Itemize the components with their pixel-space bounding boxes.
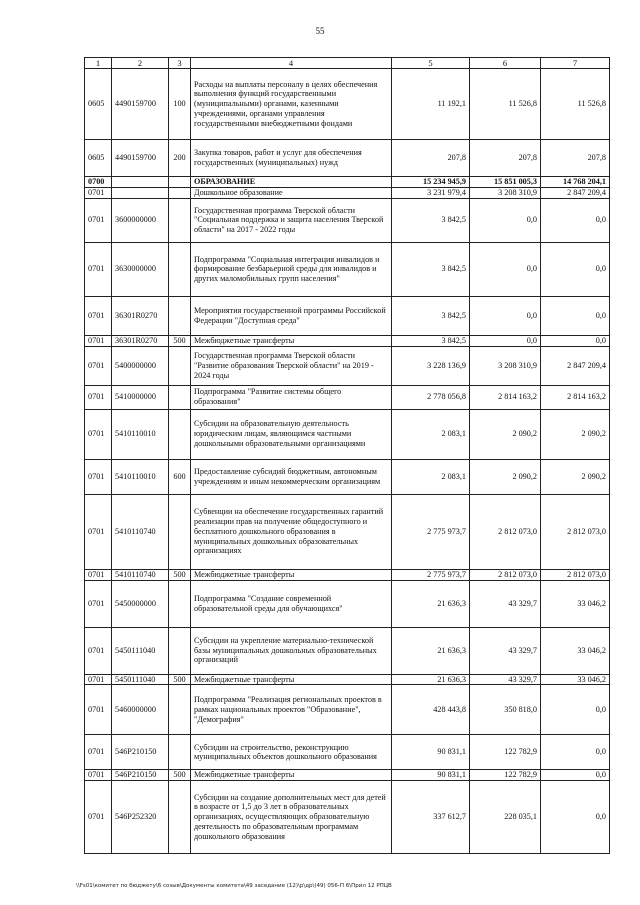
cell-c5: 11 192,1: [392, 69, 470, 140]
cell-c7: 0,0: [541, 296, 610, 335]
cell-c2: 5410110010: [112, 409, 169, 459]
cell-c7: 33 046,2: [541, 580, 610, 627]
cell-c2: 3630000000: [112, 242, 169, 296]
cell-c1: 0701: [85, 569, 112, 580]
cell-c4: Межбюджетные трансферты: [191, 569, 392, 580]
cell-c4: Расходы на выплаты персоналу в целях обеспечения выполнения функций государственными (муниципальными) органами, казенными учреждениями, органами управления государственными внебюджетными фондами: [191, 69, 392, 140]
cell-c6: 0,0: [470, 335, 541, 346]
cell-c5: 21 636,3: [392, 674, 470, 685]
cell-c4: Межбюджетные трансферты: [191, 770, 392, 781]
cell-c3: [169, 385, 191, 409]
cell-c3: [169, 296, 191, 335]
cell-c6: 122 782,9: [470, 735, 541, 770]
table-row: [85, 569, 610, 580]
cell-c7: 0,0: [541, 781, 610, 854]
cell-c1: 0701: [85, 188, 112, 199]
cell-c2: 4490159700: [112, 69, 169, 140]
cell-c3: [169, 242, 191, 296]
cell-c4: Субсидии на строительство, реконструкцию муниципальных объектов дошкольного образования: [191, 735, 392, 770]
cell-c1: 0701: [85, 770, 112, 781]
cell-c6: 2 812 073,0: [470, 569, 541, 580]
cell-c2: 36301R0270: [112, 335, 169, 346]
cell-c6: 2 812 073,0: [470, 494, 541, 569]
cell-c1: 0701: [85, 580, 112, 627]
cell-c2: 5410110740: [112, 569, 169, 580]
cell-c3: [169, 177, 191, 188]
cell-c1: 0701: [85, 459, 112, 494]
cell-c2: [112, 177, 169, 188]
cell-c2: 5460000000: [112, 685, 169, 735]
cell-c6: 11 526,8: [470, 69, 541, 140]
cell-c5: 2 775 973,7: [392, 569, 470, 580]
cell-c1: 0700: [85, 177, 112, 188]
header-cell-2: 2: [112, 58, 169, 69]
cell-c5: 428 443,8: [392, 685, 470, 735]
cell-c7: 2 812 073,0: [541, 494, 610, 569]
cell-c4: Субвенции на обеспечение государственных гарантий реализации прав на получение общедоступного и бесплатного дошкольного образования в муниципальных дошкольных образовательных организациях: [191, 494, 392, 569]
cell-c5: 3 231 979,4: [392, 188, 470, 199]
table-row: [85, 335, 610, 346]
cell-c6: 3 208 310,9: [470, 188, 541, 199]
cell-c3: [169, 627, 191, 674]
cell-c7: 2 090,2: [541, 409, 610, 459]
cell-c6: 0,0: [470, 242, 541, 296]
cell-c4: Закупка товаров, работ и услуг для обеспечения государственных (муниципальных) нужд: [191, 140, 392, 177]
cell-c5: 3 842,5: [392, 242, 470, 296]
table-row: [85, 459, 610, 494]
cell-c3: [169, 735, 191, 770]
cell-c1: 0701: [85, 296, 112, 335]
cell-c2: 36301R0270: [112, 296, 169, 335]
table-row: [85, 346, 610, 385]
header-cell-5: 5: [392, 58, 470, 69]
table-row: [85, 296, 610, 335]
cell-c3: [169, 580, 191, 627]
cell-c7: 2 090,2: [541, 459, 610, 494]
cell-c5: 337 612,7: [392, 781, 470, 854]
cell-c5: 2 083,1: [392, 459, 470, 494]
cell-c1: 0701: [85, 346, 112, 385]
cell-c7: 0,0: [541, 335, 610, 346]
cell-c7: 33 046,2: [541, 627, 610, 674]
cell-c5: 3 842,5: [392, 198, 470, 242]
cell-c7: 207,8: [541, 140, 610, 177]
cell-c3: [169, 781, 191, 854]
cell-c4: ОБРАЗОВАНИЕ: [191, 177, 392, 188]
cell-c6: 2 090,2: [470, 409, 541, 459]
table-row: [85, 674, 610, 685]
cell-c2: 5450111040: [112, 674, 169, 685]
cell-c7: 11 526,8: [541, 69, 610, 140]
cell-c3: 100: [169, 69, 191, 140]
cell-c4: Подпрограмма "Реализация региональных проектов в рамках национальных проектов "Образование", "Демография": [191, 685, 392, 735]
cell-c6: 228 035,1: [470, 781, 541, 854]
cell-c7: 2 814 163,2: [541, 385, 610, 409]
table-row: [85, 385, 610, 409]
cell-c1: 0605: [85, 140, 112, 177]
cell-c3: 500: [169, 674, 191, 685]
cell-c5: 2 778 056,8: [392, 385, 470, 409]
cell-c4: Государственная программа Тверской области "Развитие образования Тверской области" на 2019 - 2024 годы: [191, 346, 392, 385]
cell-c5: 15 234 945,9: [392, 177, 470, 188]
table-row: [85, 685, 610, 735]
cell-c7: 33 046,2: [541, 674, 610, 685]
cell-c1: 0701: [85, 674, 112, 685]
cell-c1: 0701: [85, 781, 112, 854]
table-row: [85, 198, 610, 242]
cell-c1: 0701: [85, 409, 112, 459]
table-row: [85, 494, 610, 569]
cell-c1: 0701: [85, 735, 112, 770]
cell-c6: 2 090,2: [470, 459, 541, 494]
cell-c3: [169, 198, 191, 242]
cell-c3: 500: [169, 770, 191, 781]
cell-c1: 0701: [85, 494, 112, 569]
table-row: [85, 177, 610, 188]
cell-c4: Дошкольное образование: [191, 188, 392, 199]
cell-c6: 0,0: [470, 296, 541, 335]
cell-c2: 5450000000: [112, 580, 169, 627]
cell-c1: 0701: [85, 198, 112, 242]
cell-c2: 5410000000: [112, 385, 169, 409]
cell-c6: 0,0: [470, 198, 541, 242]
cell-c3: [169, 346, 191, 385]
cell-c6: 43 329,7: [470, 580, 541, 627]
cell-c2: 5400000000: [112, 346, 169, 385]
cell-c6: 15 851 005,3: [470, 177, 541, 188]
cell-c4: Подпрограмма "Создание современной образовательной среды для обучающихся": [191, 580, 392, 627]
cell-c2: 5410110740: [112, 494, 169, 569]
cell-c3: [169, 188, 191, 199]
cell-c7: 2 812 073,0: [541, 569, 610, 580]
header-cell-3: 3: [169, 58, 191, 69]
table-row: [85, 140, 610, 177]
cell-c7: 0,0: [541, 685, 610, 735]
table-row: [85, 69, 610, 140]
cell-c2: 5450111040: [112, 627, 169, 674]
cell-c5: 90 831,1: [392, 735, 470, 770]
header-cell-6: 6: [470, 58, 541, 69]
cell-c1: 0605: [85, 69, 112, 140]
cell-c1: 0701: [85, 685, 112, 735]
footer-file-path: \\Fs01\комитет по бюджету\6 созыв\Документы комитета\49 заседание (12)\р\др\(49) 056-П 6\Прил 12 РПЦВ: [76, 883, 392, 889]
header-cell-1: 1: [85, 58, 112, 69]
cell-c4: Предоставление субсидий бюджетным, автономным учреждениям и иным некоммерческим организациям: [191, 459, 392, 494]
cell-c3: [169, 494, 191, 569]
cell-c2: 546P252320: [112, 781, 169, 854]
budget-table: [84, 57, 610, 854]
cell-c1: 0701: [85, 242, 112, 296]
cell-c5: 2 083,1: [392, 409, 470, 459]
cell-c3: [169, 685, 191, 735]
table-row: [85, 781, 610, 854]
cell-c6: 43 329,7: [470, 674, 541, 685]
cell-c7: 2 847 209,4: [541, 188, 610, 199]
cell-c4: Подпрограмма "Развитие системы общего образования": [191, 385, 392, 409]
cell-c3: [169, 409, 191, 459]
cell-c5: 21 636,3: [392, 580, 470, 627]
cell-c2: 5410110010: [112, 459, 169, 494]
table-row: [85, 188, 610, 199]
cell-c7: 0,0: [541, 735, 610, 770]
cell-c6: 122 782,9: [470, 770, 541, 781]
cell-c2: 3600000000: [112, 198, 169, 242]
table-row: [85, 409, 610, 459]
cell-c2: 546P210150: [112, 770, 169, 781]
cell-c4: Субсидии на образовательную деятельность юридическим лицам, являющимся частными дошкольными образовательными организациями: [191, 409, 392, 459]
cell-c4: Мероприятия государственной программы Российской Федерации "Доступная среда": [191, 296, 392, 335]
cell-c6: 350 818,0: [470, 685, 541, 735]
cell-c7: 14 768 204,1: [541, 177, 610, 188]
cell-c1: 0701: [85, 335, 112, 346]
cell-c3: 600: [169, 459, 191, 494]
cell-c5: 207,8: [392, 140, 470, 177]
cell-c4: Субсидии на создание дополнительных мест для детей в возрасте от 1,5 до 3 лет в образовательных организациях, осуществляющих образовательную деятельность по образовательным программам дошкольного образования: [191, 781, 392, 854]
cell-c7: 0,0: [541, 198, 610, 242]
cell-c6: 207,8: [470, 140, 541, 177]
cell-c5: 3 842,5: [392, 335, 470, 346]
cell-c4: Государственная программа Тверской области "Социальная поддержка и защита населения Тверской области" на 2017 - 2022 годы: [191, 198, 392, 242]
table-row: [85, 770, 610, 781]
table-row: [85, 627, 610, 674]
cell-c5: 2 775 973,7: [392, 494, 470, 569]
header-row: [85, 58, 610, 69]
cell-c4: Межбюджетные трансферты: [191, 674, 392, 685]
cell-c6: 3 208 310,9: [470, 346, 541, 385]
cell-c6: 2 814 163,2: [470, 385, 541, 409]
cell-c5: 3 228 136,9: [392, 346, 470, 385]
cell-c2: 4490159700: [112, 140, 169, 177]
cell-c1: 0701: [85, 627, 112, 674]
cell-c3: 500: [169, 569, 191, 580]
cell-c7: 0,0: [541, 242, 610, 296]
header-cell-4: 4: [191, 58, 392, 69]
cell-c4: Субсидии на укрепление материально-технической базы муниципальных дошкольных образовательных организаций: [191, 627, 392, 674]
header-cell-7: 7: [541, 58, 610, 69]
table-row: [85, 242, 610, 296]
cell-c2: 546P210150: [112, 735, 169, 770]
cell-c5: 90 831,1: [392, 770, 470, 781]
cell-c5: 3 842,5: [392, 296, 470, 335]
cell-c3: 200: [169, 140, 191, 177]
table-row: [85, 580, 610, 627]
cell-c4: Подпрограмма "Социальная интеграция инвалидов и формирование безбарьерной среды для инвалидов и других маломобильных групп населения": [191, 242, 392, 296]
cell-c7: 0,0: [541, 770, 610, 781]
table-row: [85, 735, 610, 770]
cell-c1: 0701: [85, 385, 112, 409]
cell-c2: [112, 188, 169, 199]
cell-c5: 21 636,3: [392, 627, 470, 674]
page-number: 55: [315, 26, 325, 36]
cell-c7: 2 847 209,4: [541, 346, 610, 385]
cell-c4: Межбюджетные трансферты: [191, 335, 392, 346]
cell-c3: 500: [169, 335, 191, 346]
cell-c6: 43 329,7: [470, 627, 541, 674]
